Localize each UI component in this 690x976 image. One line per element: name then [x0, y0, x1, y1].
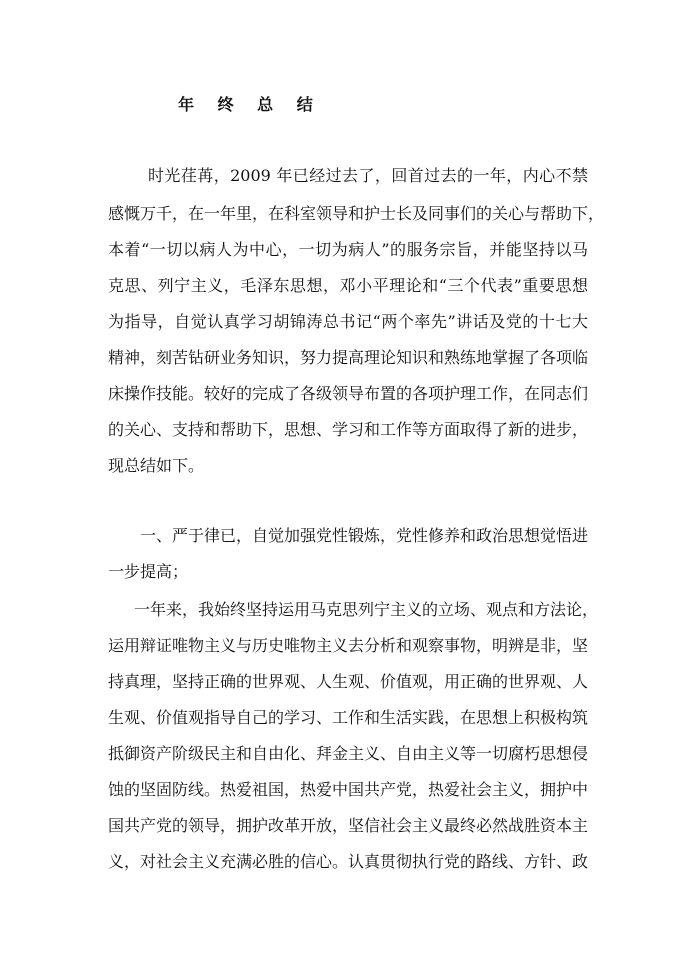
paragraph-line: 感慨万千，在一年里，在科室领导和护士长及同事们的关心与帮助下， [108, 204, 605, 223]
paragraph-line: 的关心、支持和帮助下，思想、学习和工作等方面取得了新的进步， [108, 420, 589, 439]
section-heading-line: 一、严于律已，自觉加强党性锻炼，党性修养和政治思想觉悟进 [140, 526, 589, 545]
paragraph-line: 义，对社会主义充满必胜的信心。认真贯彻执行党的路线、方针、政 [108, 852, 589, 871]
paragraph-line: 为指导，自觉认真学习胡锦涛总书记“两个率先”讲话及党的十七大 [108, 312, 588, 331]
paragraph-line: 运用辩证唯物主义与历史唯物主义去分析和观察事物，明辨是非，坚 [108, 636, 589, 655]
paragraph-line: 持真理，坚持正确的世界观、人生观、价值观，用正确的世界观、人 [108, 672, 589, 691]
paragraph-line: 一年来，我始终坚持运用马克思列宁主义的立场、观点和方法论， [134, 600, 599, 619]
paragraph-line: 现总结如下。 [108, 456, 205, 475]
paragraph-line: 抵御资产阶级民主和自由化、拜金主义、自由主义等一切腐朽思想侵 [108, 744, 589, 763]
paragraph-line: 床操作技能。较好的完成了各级领导布置的各项护理工作，在同志们 [108, 384, 589, 403]
paragraph-line: 克思、列宁主义，毛泽东思想，邓小平理论和“三个代表”重要思想 [108, 276, 588, 295]
paragraph-line: 生观、价值观指导自己的学习、工作和生活实践，在思想上积极构筑 [108, 708, 589, 727]
paragraph-line: 国共产党的领导，拥护改革开放，坚信社会主义最终必然战胜资本主 [108, 816, 589, 835]
paragraph-line: 本着“一切以病人为中心，一切为病人”的服务宗旨，并能坚持以马 [108, 240, 588, 259]
paragraph-line: 精神，刻苦钻研业务知识，努力提高理论知识和熟练地掌握了各项临 [108, 348, 589, 367]
paragraph-line: 时光荏苒，2009 年已经过去了，回首过去的一年，内心不禁 [148, 166, 588, 185]
section-heading-line: 一步提高； [108, 562, 189, 581]
paragraph-line: 蚀的坚固防线。热爱祖国，热爱中国共产党，热爱社会主义，拥护中 [108, 780, 589, 799]
document-title: 年 终 总 结 [178, 95, 322, 114]
